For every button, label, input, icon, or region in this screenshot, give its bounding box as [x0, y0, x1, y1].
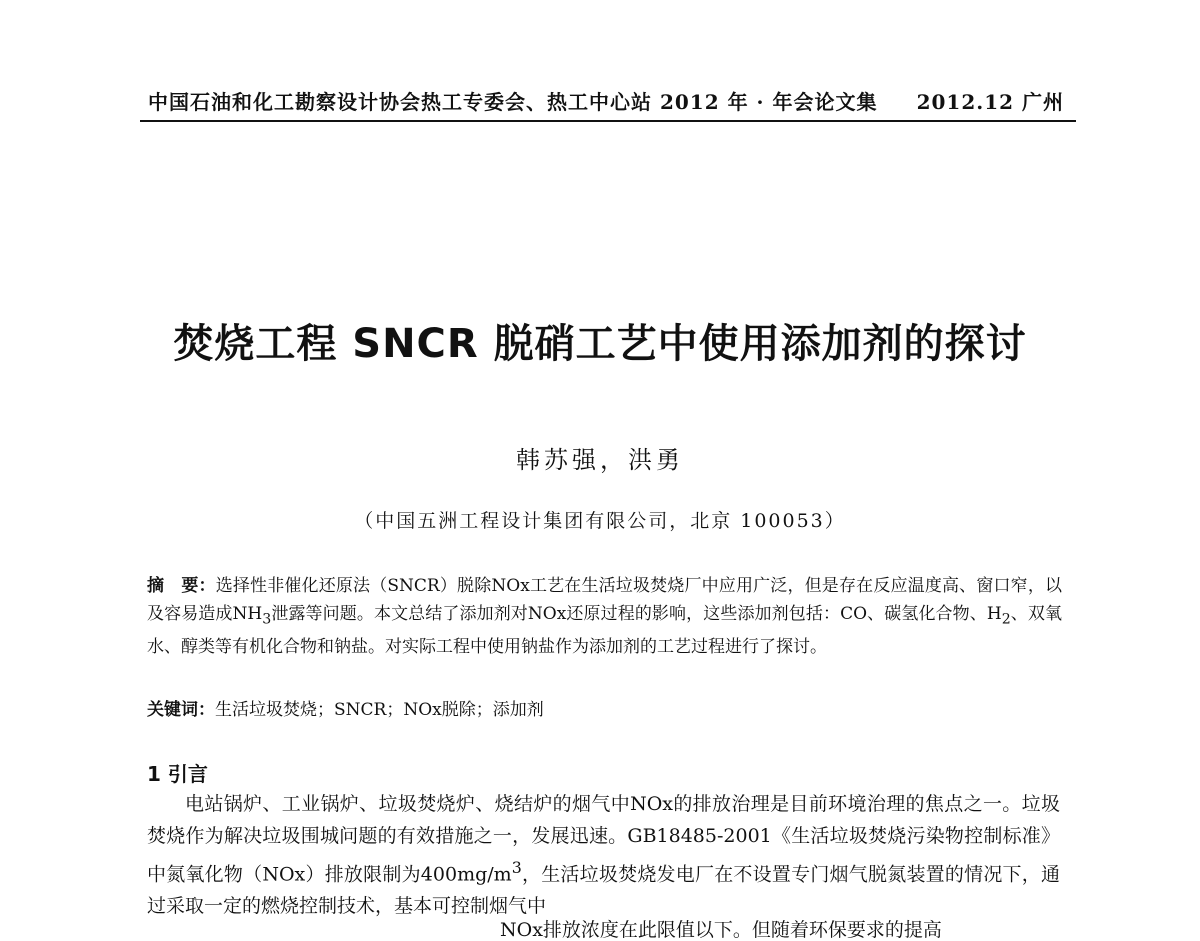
intro-text-a: 电站锅炉、工业锅炉、垃圾焚烧炉、烧结炉的烟气中NOx的排放治理是目前环境治理的焦点之一。垃圾焚烧作为解决垃圾围城问题的有效措施之一，发展迅速。GB18485-2001《生活垃圾焚烧污染物控制标准》中氮氧化物（NOx）排放限制为400mg/m [147, 793, 1060, 886]
section-heading: 1 引言 [147, 762, 208, 786]
nh3-subscript: 3 [262, 611, 272, 628]
intro-paragraph [147, 788, 1060, 922]
abstract-text-3: 、双氧水、醇类等有机化合物和钠盐。对实际工程中使用钠盐作为添加剂的工艺过程进行了探讨。 [147, 604, 1063, 658]
h2-subscript: 2 [1001, 611, 1011, 628]
cut-off-line: NOx排放浓度在此限值以下。但随着环保要求的提高 [500, 919, 942, 941]
m3-superscript: 3 [511, 858, 522, 877]
paper-title: 焚烧工程 SNCR 脱硝工艺中使用添加剂的探讨 [173, 321, 1027, 367]
conference-proceedings: 中国石油和化工勘察设计协会热工专委会、热工中心站 2012 年 · 年会论文集 [148, 90, 878, 114]
authors: 韩苏强，洪勇 [516, 446, 684, 474]
keywords-text: 生活垃圾焚烧；SNCR；NOx脱除；添加剂 [215, 700, 544, 720]
header-divider [140, 120, 1076, 122]
abstract-text-1: 选择性非催化还原法（SNCR）脱除NOx工艺在生活垃圾焚烧厂中应用广泛，但是存在反应温度高、窗口窄，以及容易造成NH [147, 576, 1063, 624]
intro-text-b: ，生活垃圾焚烧发电厂在不设置专门烟气脱氮装置的情况下，通过采取一定的燃烧控制技术，基本可控制烟气中 [147, 863, 1060, 918]
abstract [147, 572, 1062, 661]
keywords [147, 696, 1062, 724]
running-header [148, 86, 1076, 115]
date-place: 2012.12 广州 [916, 90, 1064, 114]
keywords-label: 关键词： [147, 700, 215, 720]
abstract-text-2: 泄露等问题。本文总结了添加剂对NOx还原过程的影响，这些添加剂包括：CO、碳氢化合物、H [271, 604, 1002, 624]
abstract-label: 摘 要： [147, 576, 216, 596]
affiliation: （中国五洲工程设计集团有限公司，北京 100053） [354, 510, 846, 532]
